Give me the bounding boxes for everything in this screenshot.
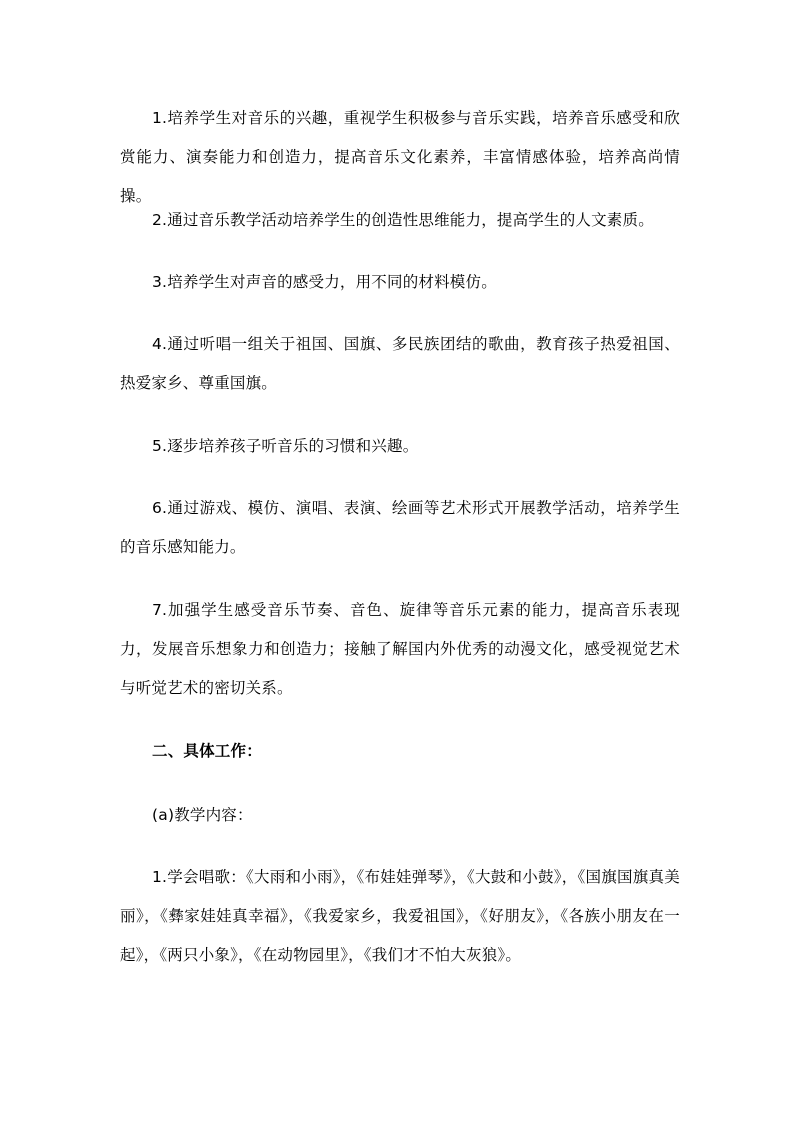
- subheading: (a)教学内容：: [152, 806, 253, 824]
- objective-paragraph-4: 4.通过听唱一组关于祖国、国旗、多民族团结的歌曲，教育孩子热爱祖国、热爱家乡、尊重国旗。: [120, 335, 680, 392]
- objective-paragraph-3: 3.培养学生对声音的感受力，用不同的材料模仿。: [152, 273, 497, 291]
- objective-paragraph-6: 6.通过游戏、模仿、演唱、表演、绘画等艺术形式开展教学活动，培养学生的音乐感知能力。: [120, 499, 680, 556]
- objective-paragraph-5: 5.逐步培养孩子听音乐的习惯和兴趣。: [152, 437, 419, 455]
- objective-paragraph-2: 2.通过音乐教学活动培养学生的创造性思维能力，提高学生的人文素质。: [152, 211, 654, 229]
- objective-paragraph-1: 1.培养学生对音乐的兴趣，重视学生积极参与音乐实践，培养音乐感受和欣赏能力、演奏能力和创造力，提高音乐文化素养，丰富情感体验，培养高尚情操。: [120, 109, 680, 205]
- objective-paragraph-7: 7.加强学生感受音乐节奏、音色、旋律等音乐元素的能力，提高音乐表现力，发展音乐想象力和创造力；接触了解国内外优秀的动漫文化，感受视觉艺术与听觉艺术的密切关系。: [120, 601, 680, 697]
- section-heading: 二、具体工作：: [152, 742, 262, 760]
- content-item-songs: 1.学会唱歌：《大雨和小雨》，《布娃娃弹琴》，《大鼓和小鼓》，《国旗国旗真美丽》，《彝家娃娃真幸福》，《我爱家乡，我爱祖国》，《好朋友》，《各族小朋友在一起》，《两只小象》，《在动物园里》，《我们才不怕大灰狼》。: [120, 868, 680, 964]
